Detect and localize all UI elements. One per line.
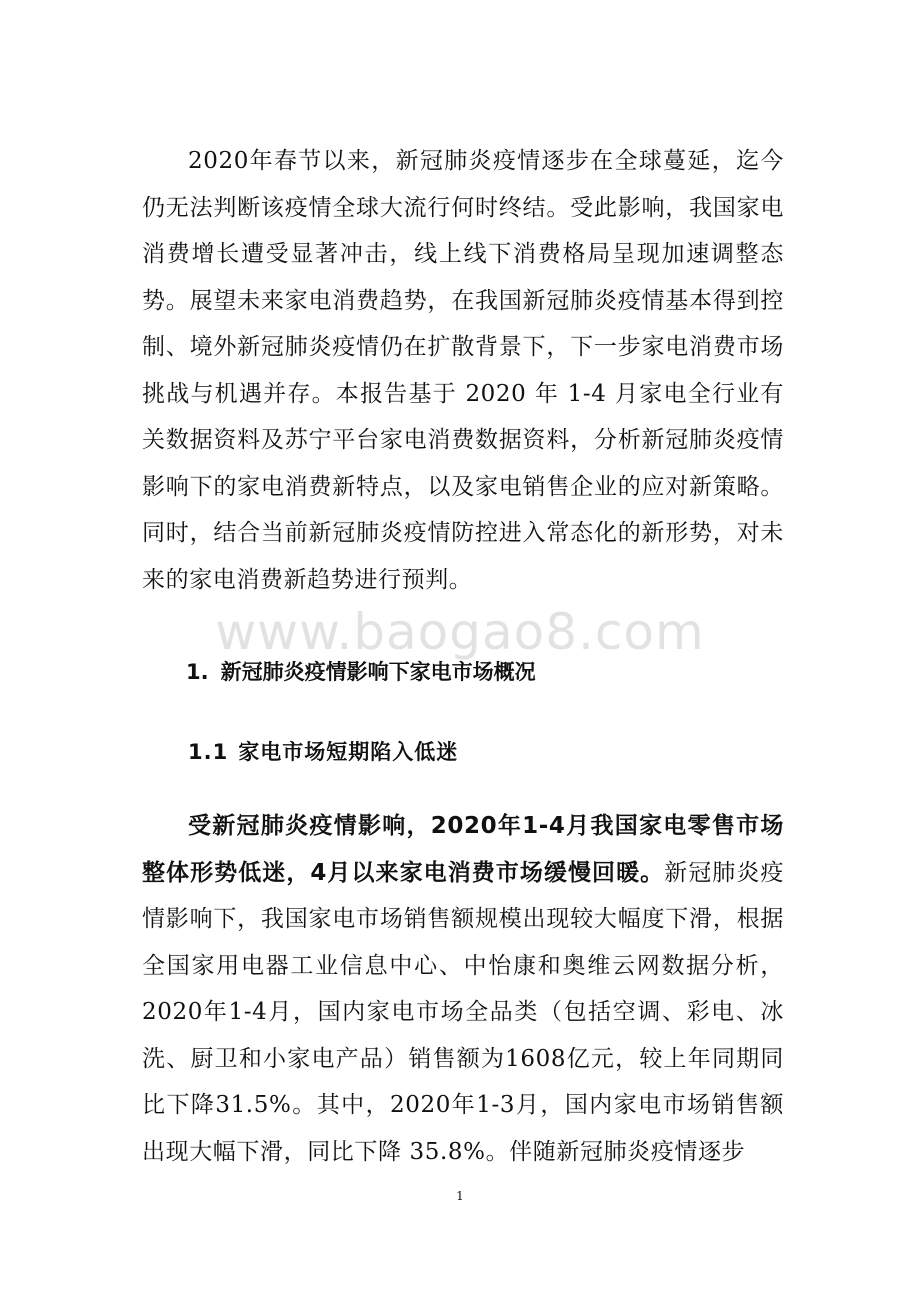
subsection-title: 家电市场短期陷入低迷 (238, 740, 459, 764)
paragraph-body: 新冠肺炎疫情影响下，我国家电市场销售额规模出现较大幅度下滑，根据全国家用电器工业信息中心、中怡康和奥维云网数据分析，2020年1-4月，国内家电市场全品类（包括空调、彩电、冰洗、厨卫和小家电产品）销售额为1608亿元，较上年同期同比下降31.5%。其中，2020年1-3月，国内家电市场销售额出现大幅下滑，同比下降 35.8%。伴随新冠肺炎疫情逐步 (142, 859, 784, 1165)
watermark: www.baogao8.com (215, 603, 705, 661)
page-number: 1 (456, 1189, 464, 1203)
section-title: 新冠肺炎疫情影响下家电市场概况 (220, 660, 536, 684)
subsection-number: 1.1 (188, 740, 229, 764)
intro-paragraph: 2020年春节以来，新冠肺炎疫情逐步在全球蔓延，迄今仍无法判断该疫情全球大流行何时终结。受此影响，我国家电消费增长遭受显著冲击，线上线下消费格局呈现加速调整态势。展望未来家电消费趋势，在我国新冠肺炎疫情基本得到控制、境外新冠肺炎疫情仍在扩散背景下，下一步家电消费市场挑战与机遇并存。本报告基于 2020 年 1-4 月家电全行业有关数据资料及苏宁平台家电消费数据资料，分析新冠肺炎疫情影响下的家电消费新特点，以及家电销售企业的应对新策略。同时，结合当前新冠肺炎疫情防控进入常态化的新形势，对未来的家电消费新趋势进行预判。 (142, 148, 784, 593)
section-number: 1. (186, 660, 209, 684)
market-paragraph (142, 803, 784, 1175)
section-heading-1 (186, 656, 536, 688)
subsection-heading-1-1 (188, 736, 458, 768)
bold-lead-sentence: 受新冠肺炎疫情影响，2020年1-4月我国家电零售市场整体形势低迷，4月以来家电消费市场缓慢回暖。 (142, 813, 784, 886)
